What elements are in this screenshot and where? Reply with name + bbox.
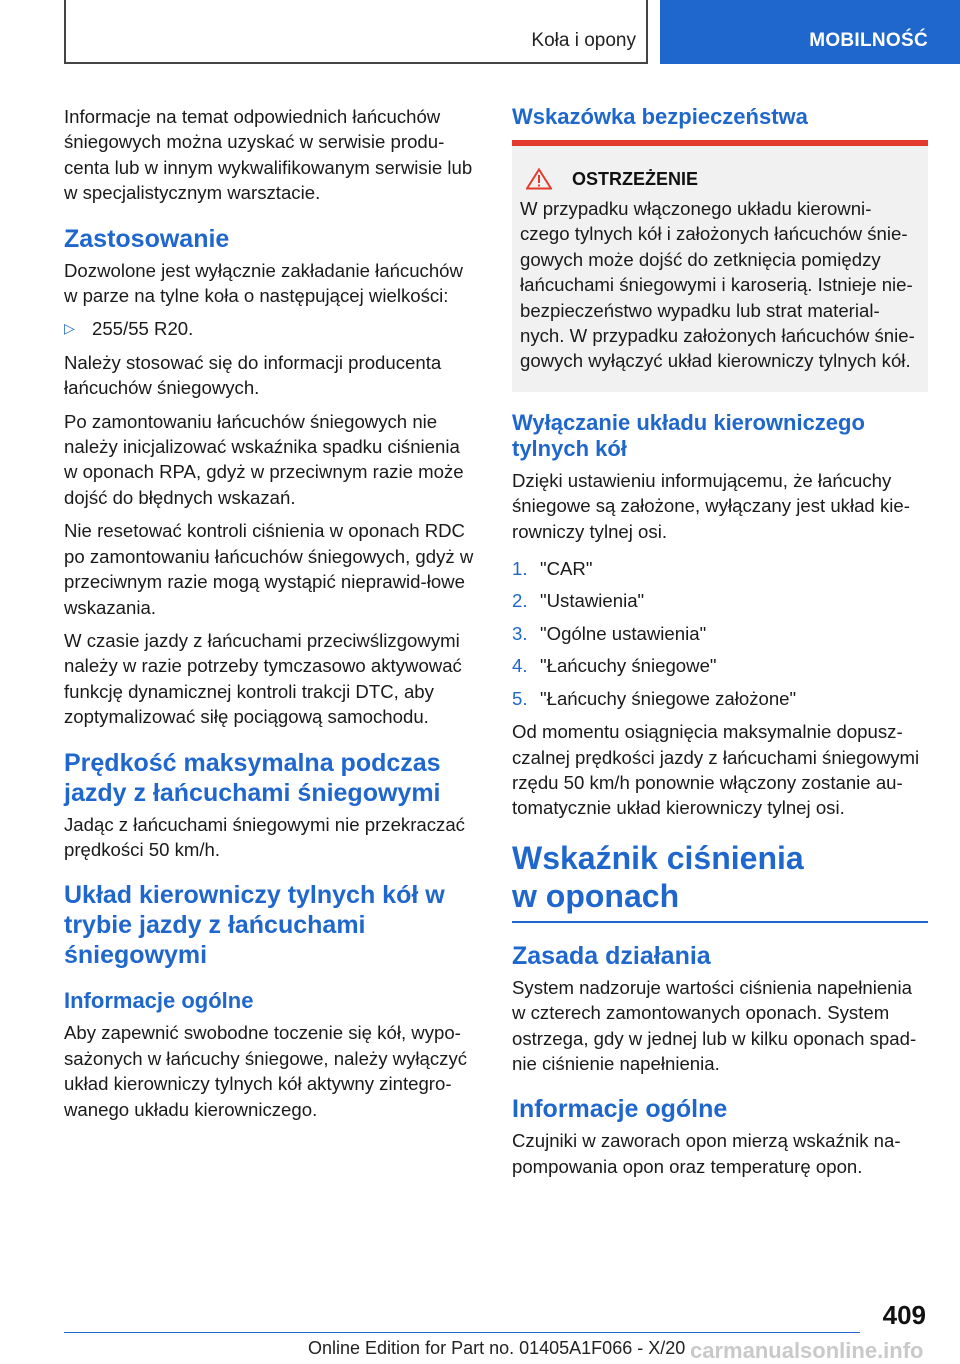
triangle-bullet-icon: ▷	[64, 320, 75, 337]
paragraph: W czasie jazdy z łańcuchami przeciwślizgowymi należy w razie potrzeby tymczasowo aktywować funkcję dynamicznej kontroli trakcji DTC, aby zoptymalizować siłę pociągową samochodu.	[64, 629, 462, 728]
step-number: 3.	[512, 622, 528, 644]
warning-header	[520, 168, 920, 190]
list-item	[512, 621, 928, 646]
heading-informacje-ogolne-2: Informacje ogólne	[512, 1095, 728, 1124]
footer-divider	[64, 1332, 860, 1333]
paragraph-zastosowanie: Dozwolone jest wyłącznie zakładanie łańcuchów w parze na tylne koła o następującej wielkości:	[64, 259, 463, 307]
heading-predkosc: Prędkość maksymalna podczas jazdy z łańcuchami śniegowymi	[64, 748, 441, 807]
step-number: 2.	[512, 590, 528, 612]
steps-list	[512, 556, 928, 711]
header-chapter-tab	[660, 0, 960, 64]
paragraph-informacje-2: Czujniki w zaworach opon mierzą wskaźnik na-pompowania opon oraz temperaturę opon.	[512, 1130, 901, 1177]
heading-zasada: Zasada działania	[512, 941, 711, 970]
page-number: 409	[882, 1300, 926, 1330]
intro-paragraph: Informacje na temat odpowiednich łańcuchów śniegowych można uzyskać w serwisie produ-centa lub w innym wykwalifikowanym serwisie lub w specjalistycznym warsztacie.	[64, 106, 473, 204]
paragraph-informacje: Aby zapewnić swobodne toczenie się kół, wypo-sażonych w łańcuchy śniegowe, należy wyłączyć układ kierowniczy tylnych kół aktywny zintegro-wanego układu kierowniczego.	[64, 1022, 468, 1120]
watermark: carmanualsonline.info	[690, 1338, 924, 1363]
step-number: 5.	[512, 687, 528, 709]
warning-text: W przypadku włączonego układu kierowni-czego tylnych kół i założonych łańcuchów śnie-gowych może dojść do zetknięcia pomiędzy łańcuchami śniegowymi i karoserią. Istnieje nie-bezpieczeństwo wypadku lub strat material-nych. W przypadku założonych łańcuchów śnie-gowych wyłączyć układ kierowniczy tylnych kół.	[520, 198, 915, 372]
list-item	[512, 653, 928, 678]
step-text: "Ustawienia"	[540, 590, 645, 612]
step-text: "Łańcuchy śniegowe założone"	[540, 687, 797, 709]
paragraph-zasada: System nadzoruje wartości ciśnienia napełnienia w czterech zamontowanych oponach. System ostrzega, gdy w jednej lub w kilku oponach spad-nie ciśnienie napełnienia.	[512, 976, 917, 1074]
footer-edition: Online Edition for Part no. 01405A1F066 - X/20	[308, 1338, 686, 1358]
step-number: 4.	[512, 655, 528, 677]
heading-zastosowanie: Zastosowanie	[64, 224, 230, 253]
heading-wskazowka: Wskazówka bezpieczeństwa	[512, 104, 808, 129]
warning-title: OSTRZEŻENIE	[572, 168, 699, 189]
chapter-heading-block	[512, 839, 928, 923]
heading-wylaczanie: Wyłączanie układu kierowniczego tylnych kół	[512, 409, 865, 461]
paragraph: Po zamontowaniu łańcuchów śniegowych nie należy inicjalizować wskaźnika spadku ciśnienia w oponach RPA, gdyż w przeciwnym razie może dojść do błędnych wskazań.	[64, 410, 464, 508]
list-item	[512, 588, 928, 613]
paragraph: Nie resetować kontroli ciśnienia w oponach RDC po zamontowaniu łańcuchów śniegowych, gdyż w przeciwnym razie mogą wystąpić nieprawid-łowe wskazania.	[64, 520, 474, 618]
left-column	[64, 104, 476, 1130]
right-column	[512, 104, 928, 1187]
warning-box	[512, 140, 928, 392]
header-section-title: Koła i opony	[531, 30, 636, 51]
heading-wskaznik-line2: w oponach	[512, 877, 680, 914]
header-chapter-label: MOBILNOŚĆ	[809, 30, 928, 51]
paragraph: Należy stosować się do informacji producenta łańcuchów śniegowych.	[64, 351, 442, 399]
step-number: 1.	[512, 558, 528, 580]
step-text: "CAR"	[540, 558, 593, 580]
paragraph-predkosc: Jadąc z łańcuchami śniegowymi nie przekraczać prędkości 50 km/h.	[64, 813, 465, 860]
list-item	[64, 316, 476, 341]
heading-informacje-ogolne: Informacje ogólne	[64, 988, 254, 1014]
list-item	[512, 556, 928, 581]
step-text: "Ogólne ustawienia"	[540, 622, 707, 644]
step-text: "Łańcuchy śniegowe"	[540, 655, 717, 677]
heading-wskaznik-line1: Wskaźnik ciśnienia	[512, 839, 804, 876]
warning-triangle-icon	[526, 168, 552, 190]
bullet-text: 255/55 R20.	[92, 318, 194, 340]
list-item	[512, 686, 928, 711]
paragraph-wylaczanie: Dzięki ustawieniu informującemu, że łańcuchy śniegowe są założone, wyłączany jest układ kie-rowniczy tylnej osi.	[512, 469, 910, 542]
paragraph-after-steps: Od momentu osiągnięcia maksymalnie dopusz-czalnej prędkości jazdy z łańcuchami śniegowymi rzędu 50 km/h ponownie włączony zostanie au-tomatycznie układ kierowniczy tylnej osi.	[512, 721, 920, 819]
heading-uklad: Układ kierowniczy tylnych kół w trybie jazdy z łańcuchami śniegowymi	[64, 881, 445, 970]
